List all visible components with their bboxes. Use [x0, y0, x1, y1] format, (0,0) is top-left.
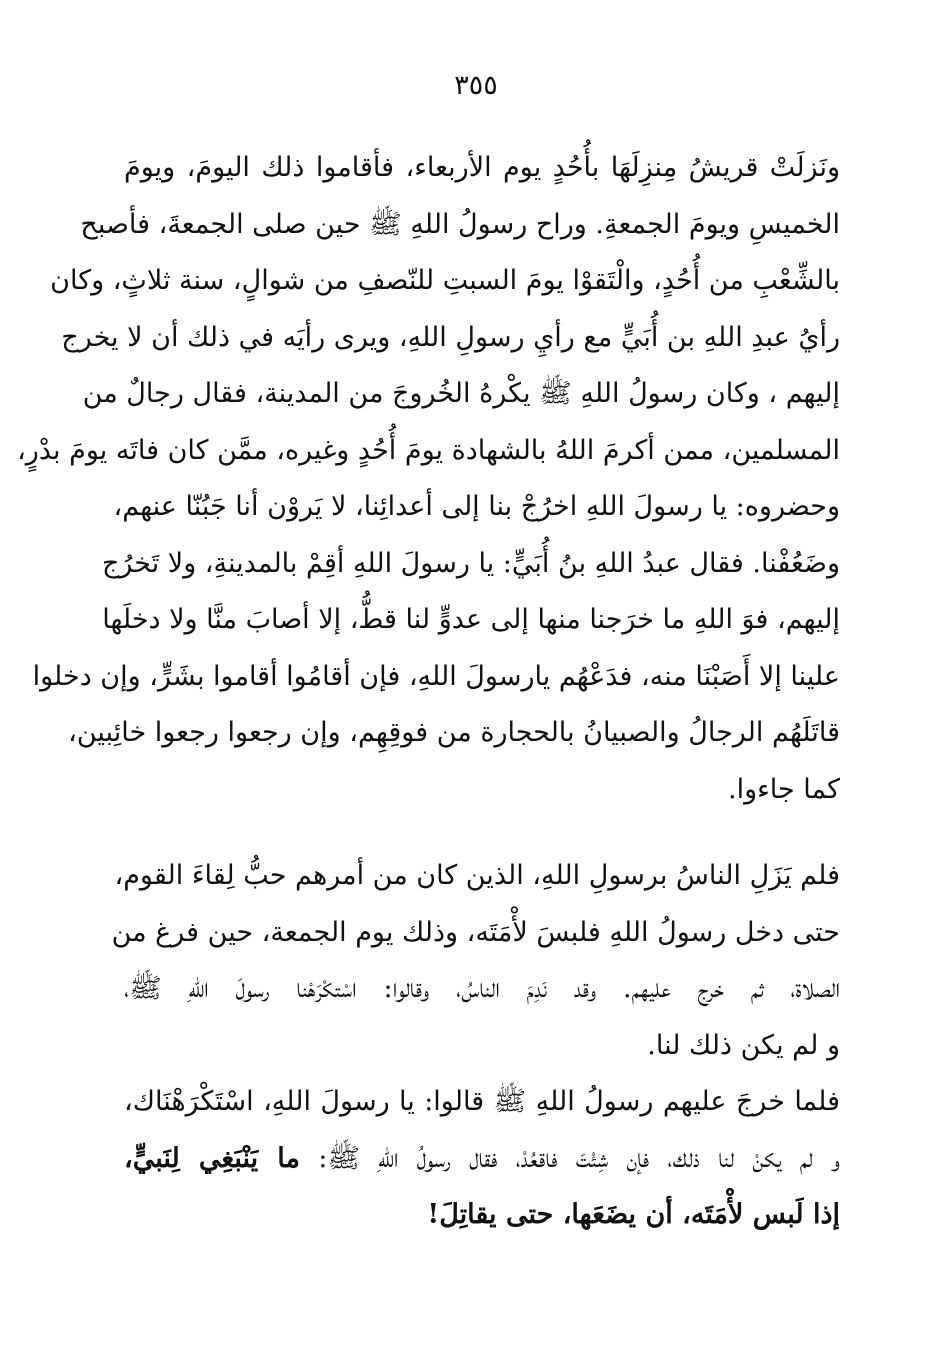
text-line: كما جاءوا. [727, 773, 840, 805]
text-line: ونَزلَتْ قريشُ مِنزِلَهَا بأُحُدٍ يوم الأربعاء، فأقاموا ذلك اليومَ، ويومَ [124, 152, 840, 183]
text-line: الخميسِ ويومَ الجمعةِ. وراح رسولُ اللهِ ﷺ حين صلى الجمعةَ، فأصبح [80, 208, 840, 240]
paragraph-3 [124, 1074, 840, 1244]
text-line: الصلاة، ثم خرج عليهم. وقد نَدِمَ الناسُ، وقالوا: اسْتكْرَهْنا رسولَ اللهِ ﷺ، [124, 973, 840, 1004]
text-line: المسلمين، ممن أكرمَ اللهُ بالشهادة يومَ أُحُدٍ وغيره، ممَّن كان فاتَه يومَ بدْرٍ، [17, 434, 840, 466]
bold-quote-line: إذا لَبس لأْمَتَه، أن يضَعَها، حتى يقاتِلَ! [427, 1199, 840, 1230]
text-line: فلم يَزَلِ الناسُ برسولِ اللهِ، الذين كان من أمرهم حبُّ لِقاءَ القوم، [114, 860, 840, 891]
text-line: إليهم، فوَ اللهِ ما خرَجنا منها إلى عدوٍّ لنا قطُّ، إلا أصابَ منَّا ولا دخلَها [102, 604, 840, 635]
text-line: فلما خرجَ عليهم رسولُ اللهِ ﷺ قالوا: يا رسولَ اللهِ، اسْتَكْرَهْنَاك، [124, 1086, 840, 1117]
text-segment: و لم يكنْ لنا ذلك، فإن شِئْتَ فاقعُدْ، فقال رسولُ اللهِ ﷺ: [318, 1142, 840, 1174]
text-line: علينا إلا أَصَبْنَا منه، فدَعْهُم يارسولَ اللهِ، فإن أقامُوا أقاموا بشَرٍّ، وإن دخلوا [32, 660, 840, 692]
text-line: رأيُ عبدِ اللهِ بن أُبَيٍّ مع رأيِ رسولِ اللهِ، ويرى رأيَه في ذلك أن لا يخرج [61, 321, 840, 353]
text-line: وضَعُفْنا. فقال عبدُ اللهِ بنُ أُبَيٍّ: يا رسولَ اللهِ أقِمْ بالمدينةِ، ولا تَخرُج [101, 547, 840, 579]
bold-quote: ما يَنْبَغِي لِنَبيٍّ، [124, 1142, 300, 1174]
text-line: حتى دخل رسولُ اللهِ فلبسَ لأْمَتَه، وذلك يوم الجمعة، حين فرغ من [111, 916, 840, 948]
text-line: و لم يكن ذلك لنا. [647, 1029, 840, 1061]
text-line: وحضروه: يا رسولَ اللهِ اخرُجْ بنا إلى أعدائِنا، لا يَروْن أنا جَبُنّا عنهم، [113, 491, 840, 522]
paragraph-1 [17, 140, 840, 818]
page-number: ٣٥٥ [454, 70, 498, 101]
text-line: بالشِّعْبِ من أُحُدٍ، والْتَقوْا يومَ السبتِ للنّصفِ من شوالٍ، سنة ثلاثٍ، وكان [50, 265, 840, 296]
text-line [124, 1131, 840, 1188]
paragraph-2 [111, 848, 840, 1074]
text-line: قاتَلَهُم الرجالُ والصبيانُ بالحجارة من فوقِهِم، وإن رجعوا رجعوا خائِبين، [68, 717, 840, 748]
text-line: إليهم ، وكان رسولُ اللهِ ﷺ يكْرهُ الخُروجَ من المدينة، فقال رجالٌ من [82, 378, 840, 409]
